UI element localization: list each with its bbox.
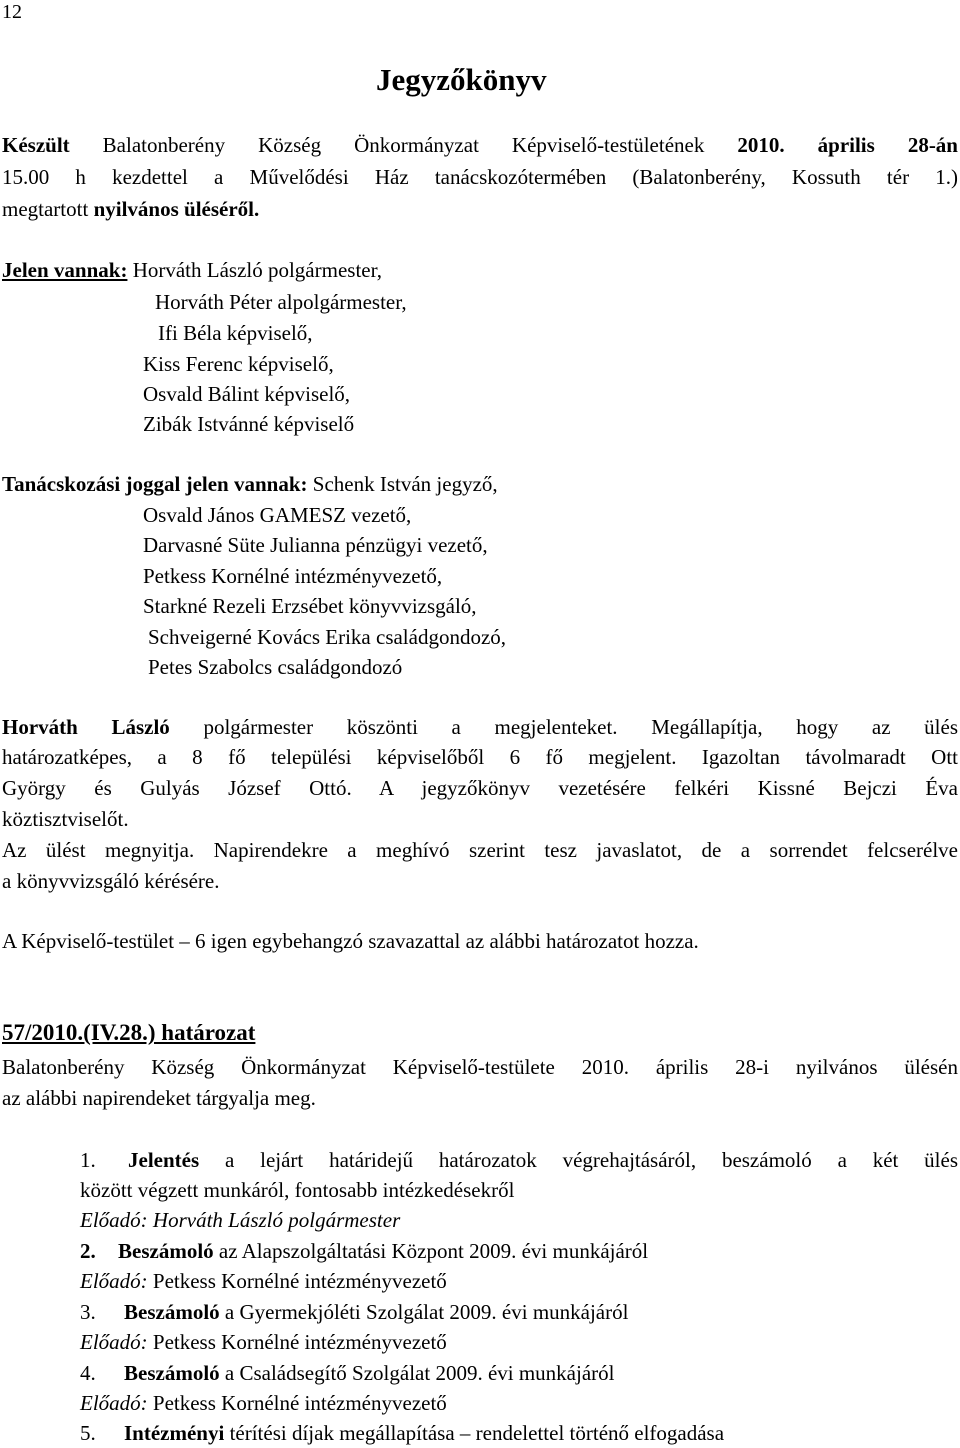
advisory-member: Petes Szabolcs családgondozó: [148, 655, 403, 679]
agenda-keyword: Intézményi: [124, 1421, 225, 1445]
intro-body: Balatonberény Község Önkormányzat Képviselő-testületének: [102, 133, 705, 157]
present-member: Zibák Istvánné képviselő: [143, 412, 355, 436]
agenda-text: az Alapszolgáltatási Központ 2009. évi munkájáról: [218, 1239, 649, 1263]
agenda-item-1: [128, 1150, 958, 1171]
agenda-item-4: [124, 1363, 614, 1384]
page-number: 12: [2, 1, 22, 23]
advisory-member: Osvald János GAMESZ vezető,: [143, 503, 412, 527]
intro-date: 2010. április 28-án: [737, 133, 958, 157]
vote-line: A Képviselő-testület – 6 igen egybehangzó szavazattal az alábbi határozatot hozza.: [2, 929, 699, 953]
intro-public: nyilvános üléséről.: [93, 197, 260, 221]
agenda-keyword: Beszámoló: [118, 1239, 214, 1263]
advisory-row-1: [2, 474, 498, 495]
presenter-label: Előadó:: [80, 1391, 148, 1415]
intro-made: Készült: [2, 133, 70, 157]
body-line-5: Az ülést megnyitja. Napirendekre a meghívó szerint tesz javaslatot, de a sorrendet felcserélve: [2, 838, 958, 862]
agenda-keyword: Beszámoló: [124, 1300, 220, 1324]
presenter-name: Horváth László polgármester: [152, 1208, 401, 1232]
agenda-keyword: Jelentés: [128, 1148, 200, 1172]
advisory-label: Tanácskozási joggal jelen vannak:: [2, 472, 308, 496]
intro-line-2: 15.00 h kezdettel a Művelődési Ház tanácskozótermében (Balatonberény, Kossuth tér 1.): [2, 165, 958, 189]
advisory-member: Schenk István jegyző,: [312, 472, 498, 496]
presenter-name: Petkess Kornélné intézményvezető: [152, 1269, 447, 1293]
body-text: polgármester köszönti a megjelenteket. Megállapítja, hogy az ülés: [203, 715, 958, 739]
agenda-num: 4.: [80, 1361, 96, 1385]
agenda-text: a Családsegítő Szolgálat 2009. évi munkájáról: [224, 1361, 615, 1385]
agenda-text-cont: között végzett munkáról, fontosabb intézkedésekről: [80, 1178, 515, 1202]
agenda-text: a Gyermekjóléti Szolgálat 2009. évi munkájáról: [224, 1300, 629, 1324]
agenda-keyword: Beszámoló: [124, 1361, 220, 1385]
body-line-3: György és Gulyás József Ottó. A jegyzőkönyv vezetésére felkéri Kissné Bejczi Éva: [2, 776, 958, 800]
mayor-name: Horváth László: [2, 715, 170, 739]
agenda-num: 2.: [80, 1239, 96, 1263]
present-label: Jelen vannak:: [2, 258, 128, 282]
agenda-num: 5.: [80, 1421, 96, 1445]
present-member: Horváth Péter alpolgármester,: [155, 290, 407, 314]
present-member: Horváth László polgármester,: [132, 258, 383, 282]
resolution-line-2: az alábbi napirendeket tárgyalja meg.: [2, 1086, 316, 1110]
agenda-text: térítési díjak megállapítása – rendelettel történő elfogadása: [229, 1421, 725, 1445]
agenda-presenter: [80, 1210, 400, 1231]
page-title: Jegyzőkönyv: [376, 62, 547, 97]
body-line-1: [2, 717, 958, 738]
present-member: Ifi Béla képviselő,: [158, 321, 313, 345]
resolution-line-1: Balatonberény Község Önkormányzat Képviselő-testülete 2010. április 28-i nyilvános ülésén: [2, 1055, 958, 1079]
body-line-6: a könyvvizsgáló kérésére.: [2, 869, 220, 893]
advisory-member: Darvasné Süte Julianna pénzügyi vezető,: [143, 533, 488, 557]
presenter-label: Előadó:: [80, 1208, 148, 1232]
intro-held: megtartott: [2, 197, 89, 221]
presenter-label: Előadó:: [80, 1269, 148, 1293]
advisory-member: Starkné Rezeli Erzsébet könyvvizsgáló,: [143, 594, 477, 618]
agenda-num: 3.: [80, 1300, 96, 1324]
advisory-member: Petkess Kornélné intézményvezető,: [143, 564, 443, 588]
agenda-item-5: [124, 1423, 724, 1444]
intro-line-3: [2, 199, 259, 220]
agenda-num: 1.: [80, 1148, 96, 1172]
present-member: Kiss Ferenc képviselő,: [143, 352, 334, 376]
intro-line-1: [2, 135, 958, 156]
presenter-name: Petkess Kornélné intézményvezető: [152, 1391, 447, 1415]
advisory-member: Schveigerné Kovács Erika családgondozó,: [148, 625, 507, 649]
body-line-2: határozatképes, a 8 fő települési képviselőből 6 fő megjelent. Igazoltan távolmaradt Ott: [2, 745, 958, 769]
present-member: Osvald Bálint képviselő,: [143, 382, 351, 406]
agenda-presenter: [80, 1332, 447, 1353]
agenda-text: a lejárt határidejű határozatok végrehajtásáról, beszámoló a két ülés: [224, 1148, 958, 1172]
agenda-item-2: [118, 1241, 648, 1262]
body-line-4: köztisztviselőt.: [2, 807, 129, 831]
resolution-number: 57/2010.(IV.28.) határozat: [2, 1020, 256, 1045]
agenda-presenter: [80, 1271, 447, 1292]
present-row-1: [2, 260, 382, 281]
agenda-presenter: [80, 1393, 447, 1414]
presenter-label: Előadó:: [80, 1330, 148, 1354]
agenda-item-3: [124, 1302, 628, 1323]
presenter-name: Petkess Kornélné intézményvezető: [152, 1330, 447, 1354]
